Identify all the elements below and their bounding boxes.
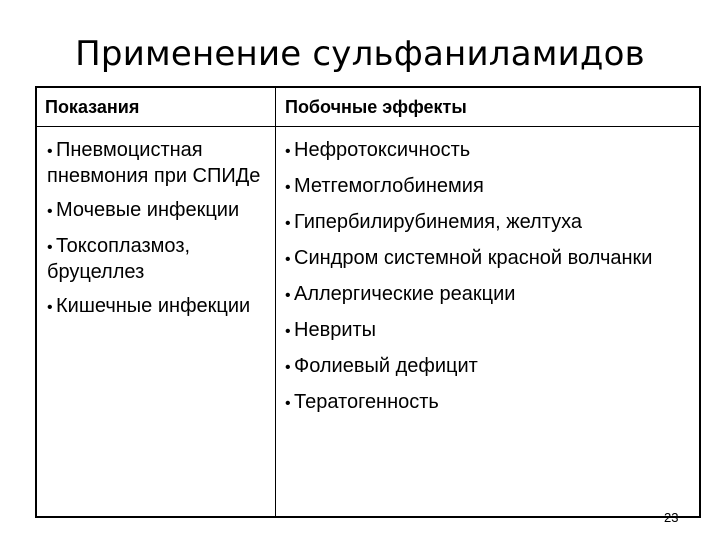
bullet-icon: •: [47, 239, 53, 256]
side-effect-text: Синдром системной красной волчанки: [294, 247, 653, 269]
side-effects-list: [285, 138, 693, 416]
bullet-icon: •: [47, 203, 53, 220]
indications-list: [47, 138, 271, 320]
bullet-icon: •: [285, 287, 291, 304]
content-table: [35, 86, 701, 518]
indication-item: [47, 138, 271, 188]
side-effect-item: [285, 390, 693, 416]
side-effect-item: [285, 354, 693, 380]
bullet-icon: •: [285, 215, 291, 232]
side-effect-text: Фолиевый дефицит: [294, 355, 478, 377]
side-effect-item: [285, 138, 693, 164]
slide-title: Применение сульфаниламидов: [75, 34, 645, 74]
indications-cell: [47, 138, 271, 330]
side-effect-text: Невриты: [294, 319, 377, 341]
bullet-icon: •: [285, 359, 291, 376]
indication-item: [47, 234, 271, 284]
indication-text: Мочевые инфекции: [56, 199, 240, 221]
side-effect-item: [285, 210, 693, 236]
indication-text: Токсоплазмоз, бруцеллез: [47, 235, 191, 283]
side-effect-item: [285, 318, 693, 344]
header-indications: Показания: [45, 97, 140, 117]
table-header-row: [37, 88, 699, 127]
side-effect-text: Нефротоксичность: [294, 139, 471, 161]
indication-text: Пневмоцистная пневмония при СПИДе: [47, 139, 261, 187]
side-effect-text: Гипербилирубинемия, желтуха: [294, 211, 582, 233]
side-effect-text: Метгемоглобинемия: [294, 175, 484, 197]
bullet-icon: •: [47, 299, 53, 316]
side-effect-item: [285, 174, 693, 200]
side-effects-cell: [285, 138, 693, 426]
page-number: 23: [664, 510, 679, 525]
bullet-icon: •: [47, 143, 53, 160]
bullet-icon: •: [285, 323, 291, 340]
side-effect-item: [285, 246, 693, 272]
bullet-icon: •: [285, 251, 291, 268]
header-side-effects: Побочные эффекты: [285, 97, 467, 117]
side-effect-item: [285, 282, 693, 308]
indication-text: Кишечные инфекции: [56, 295, 251, 317]
indication-item: [47, 294, 271, 320]
side-effect-text: Аллергические реакции: [294, 283, 516, 305]
bullet-icon: •: [285, 395, 291, 412]
indication-item: [47, 198, 271, 224]
bullet-icon: •: [285, 143, 291, 160]
bullet-icon: •: [285, 179, 291, 196]
side-effect-text: Тератогенность: [294, 391, 439, 413]
column-divider: [275, 88, 276, 516]
